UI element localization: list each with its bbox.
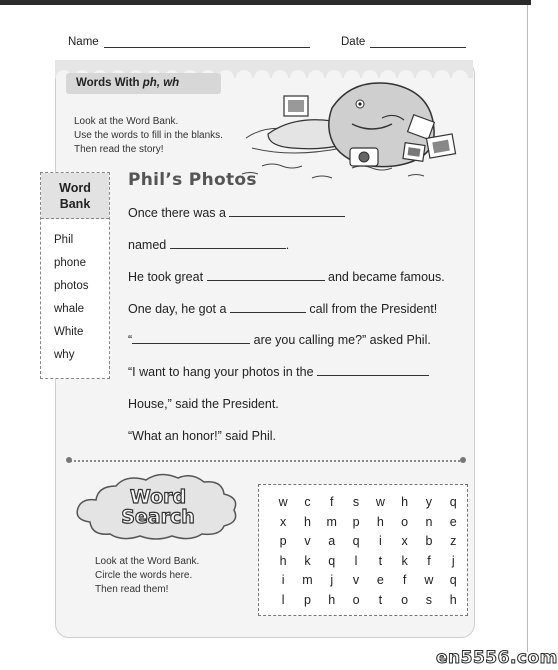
grid-letter[interactable]: j xyxy=(330,573,334,587)
grid-letter[interactable]: p xyxy=(279,534,287,548)
grid-row xyxy=(271,532,465,552)
grid-letter[interactable]: x xyxy=(401,534,408,548)
date-label: Date xyxy=(341,36,366,48)
story-line xyxy=(128,395,279,413)
grid-letter[interactable]: n xyxy=(425,514,433,529)
grid-row xyxy=(271,552,465,572)
name-date-row xyxy=(68,36,468,52)
story-text-after: . xyxy=(285,238,290,252)
watermark: en5556.com xyxy=(436,648,558,668)
grid-letter[interactable]: w xyxy=(278,495,288,509)
story-text-before: “I want to hang your photos in the xyxy=(128,365,318,379)
word-search-title-line: Word xyxy=(129,486,187,508)
grid-letter[interactable]: e xyxy=(376,573,384,587)
story-title: Phil’s Photos xyxy=(128,170,257,190)
top-bar xyxy=(0,0,531,5)
story-line xyxy=(128,331,431,349)
answer-blank[interactable] xyxy=(207,268,325,281)
instruction-line: Then read the story! xyxy=(74,144,164,155)
whale-photographer-illustration xyxy=(232,78,470,188)
story-text-after: call from the President! xyxy=(305,302,438,316)
grid-letter[interactable]: i xyxy=(378,534,382,548)
story-line xyxy=(128,204,345,222)
story-text-after: are you calling me?” asked Phil. xyxy=(250,333,431,347)
answer-blank[interactable] xyxy=(132,331,250,344)
grid-letter[interactable]: h xyxy=(449,592,457,607)
grid-letter[interactable]: z xyxy=(450,534,457,548)
grid-letter[interactable]: q xyxy=(352,534,360,548)
word-search-grid xyxy=(258,484,468,616)
grid-letter[interactable]: k xyxy=(401,553,408,568)
grid-letter[interactable]: h xyxy=(328,592,336,607)
grid-letter[interactable]: v xyxy=(352,573,360,587)
divider-dot xyxy=(460,457,466,463)
grid-row xyxy=(271,513,465,533)
grid-letter[interactable]: f xyxy=(402,573,407,587)
story-line xyxy=(128,427,276,445)
grid-row xyxy=(271,591,465,611)
grid-letter[interactable]: t xyxy=(378,592,383,607)
name-field[interactable] xyxy=(104,47,310,48)
grid-letter[interactable]: o xyxy=(352,592,360,607)
word-search-title-line: Search xyxy=(121,506,195,528)
word-search-title xyxy=(70,487,246,527)
answer-blank[interactable] xyxy=(317,363,429,376)
word-bank-heading xyxy=(41,173,109,219)
grid-letter[interactable]: k xyxy=(304,553,311,568)
grid-row xyxy=(271,571,465,591)
grid-letter[interactable]: p xyxy=(303,592,311,607)
word-search-instructions xyxy=(95,555,199,597)
grid-letter[interactable]: s xyxy=(352,495,360,509)
grid-letter[interactable]: e xyxy=(449,514,457,529)
grid-letter[interactable]: b xyxy=(425,534,433,548)
activity-title-prefix: Words With xyxy=(76,77,143,89)
answer-blank[interactable] xyxy=(170,236,286,249)
word-bank xyxy=(40,172,110,379)
answer-blank[interactable] xyxy=(229,204,345,217)
word-bank-item: why xyxy=(54,349,75,361)
grid-letter[interactable]: y xyxy=(425,495,433,509)
grid-letter[interactable]: c xyxy=(304,495,311,509)
grid-letter[interactable]: o xyxy=(401,514,409,529)
grid-letter[interactable]: s xyxy=(425,592,433,607)
grid-letter[interactable]: h xyxy=(401,495,409,509)
activity-title xyxy=(66,73,221,94)
grid-letter[interactable]: w xyxy=(424,573,434,587)
story-text-before: “ xyxy=(128,333,133,347)
word-bank-item: whale xyxy=(54,303,85,315)
grid-letter[interactable]: j xyxy=(451,553,455,568)
grid-letter[interactable]: a xyxy=(328,534,336,548)
date-field[interactable] xyxy=(370,47,466,48)
instruction-line: Then read them! xyxy=(95,584,169,595)
story-text-before: named xyxy=(128,238,170,252)
section-divider xyxy=(70,460,460,462)
word-bank-item: photos xyxy=(54,280,89,292)
word-bank-heading-line: Bank xyxy=(59,197,91,211)
grid-letter[interactable]: t xyxy=(378,553,383,568)
instruction-line: Circle the words here. xyxy=(95,570,193,581)
story-text-after: and became famous. xyxy=(324,270,445,284)
grid-letter[interactable]: p xyxy=(352,514,360,529)
instruction-line: Look at the Word Bank. xyxy=(74,116,179,127)
story-line xyxy=(128,300,437,318)
grid-letter[interactable]: m xyxy=(302,573,313,587)
word-bank-item: Phil xyxy=(54,234,74,246)
grid-letter[interactable]: q xyxy=(449,573,457,587)
page-edge xyxy=(527,5,528,665)
grid-letter[interactable]: h xyxy=(279,553,287,568)
grid-letter[interactable]: h xyxy=(303,514,311,529)
grid-letter[interactable]: h xyxy=(376,514,384,529)
word-bank-list xyxy=(41,219,109,367)
grid-letter[interactable]: f xyxy=(330,495,334,509)
answer-blank[interactable] xyxy=(230,300,306,313)
activity-title-pattern: ph, wh xyxy=(142,77,180,89)
grid-letter[interactable]: x xyxy=(280,514,287,529)
story-line xyxy=(128,236,289,254)
letter-grid xyxy=(271,493,465,610)
grid-letter[interactable]: f xyxy=(427,553,431,568)
name-label: Name xyxy=(68,36,99,48)
grid-letter[interactable]: i xyxy=(281,573,285,587)
word-bank-item: White xyxy=(54,326,84,338)
story-text-before: Once there was a xyxy=(128,206,230,220)
story-line xyxy=(128,363,429,381)
grid-letter[interactable]: q xyxy=(449,495,457,509)
instruction-line: Look at the Word Bank. xyxy=(95,556,200,567)
story-text-before: He took great xyxy=(128,270,207,284)
grid-letter[interactable]: q xyxy=(328,553,336,568)
grid-letter[interactable]: l xyxy=(281,592,285,607)
grid-letter[interactable]: l xyxy=(354,553,358,568)
word-bank-item: phone xyxy=(54,257,86,269)
story-text-before: One day, he got a xyxy=(128,302,230,316)
grid-letter[interactable]: m xyxy=(326,514,337,529)
instruction-line: Use the words to fill in the blanks. xyxy=(74,130,223,141)
story-line xyxy=(128,268,445,286)
grid-letter[interactable]: w xyxy=(375,495,385,509)
story-text-before: House,” said the President. xyxy=(128,397,279,411)
divider-dot xyxy=(66,457,72,463)
story-text-before: “What an honor!” said Phil. xyxy=(128,429,276,443)
word-bank-heading-line: Word xyxy=(59,181,91,195)
grid-letter[interactable]: o xyxy=(401,592,409,607)
grid-row xyxy=(271,493,465,513)
fill-in-instructions xyxy=(74,115,223,157)
grid-letter[interactable]: v xyxy=(304,534,311,548)
